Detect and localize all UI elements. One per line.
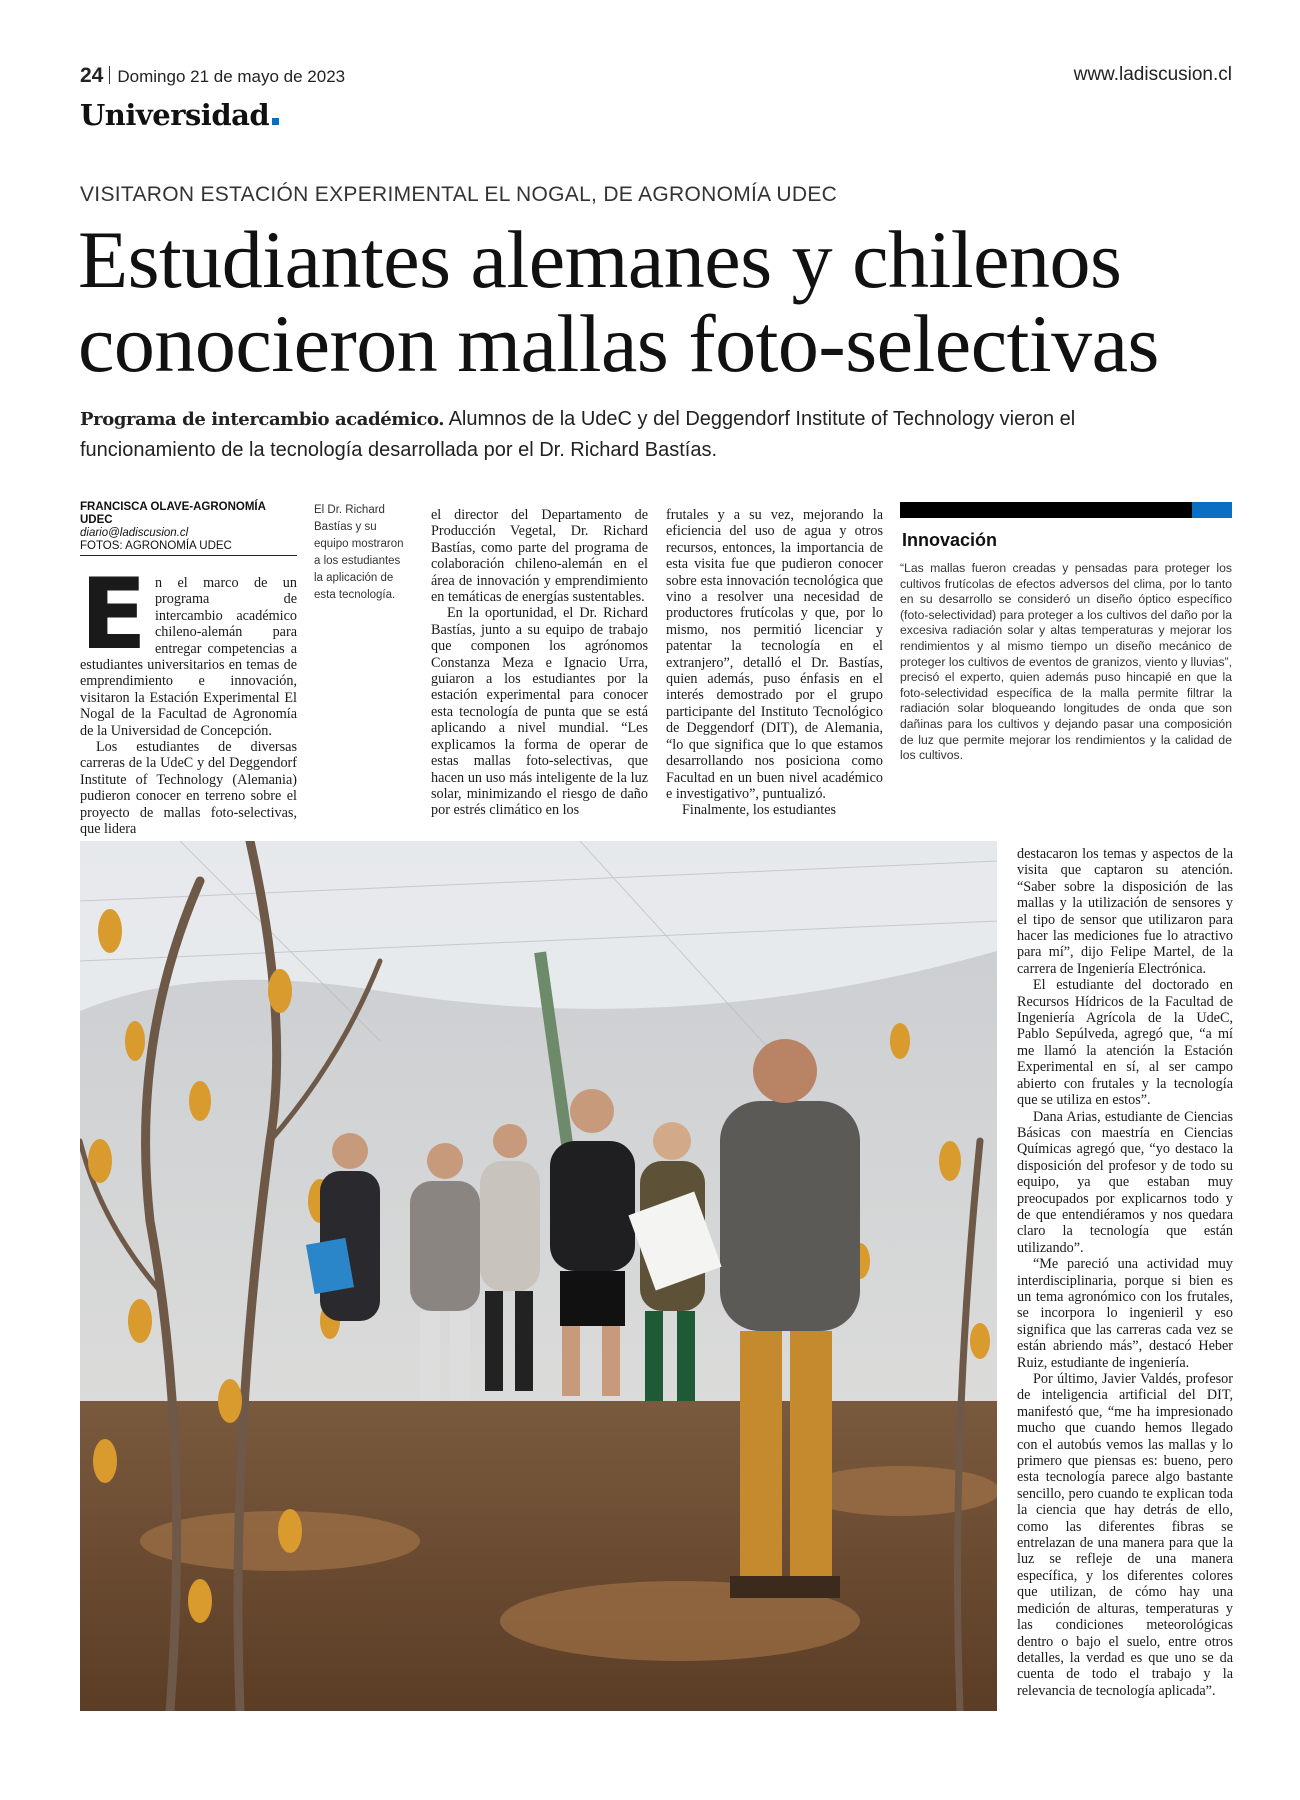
article-photo [80, 841, 997, 1711]
section-label: Universidad [80, 98, 270, 132]
photo-caption: El Dr. Richard Bastías y su equipo mostraron a los estudiantes la aplicación de esta tecnología. [314, 504, 404, 601]
body-column-3 [666, 507, 883, 819]
headline: Estudiantes alemanes y chilenos conocieron mallas foto-selectivas [78, 214, 1159, 389]
drop-cap: E [80, 558, 147, 672]
website-url: www.ladiscusion.cl [1073, 64, 1232, 85]
paragraph: n el marco de un programa de intercambio académico chileno-alemán para entregar competencias a estudiantes universitarios en temas de emprendimiento e innovación, visitaron la Estación Experimental El Nogal de la Facultad de Agronomía de la Universidad de Concepción. [80, 575, 297, 739]
photo-credit: FOTOS: AGRONOMÍA UDEC [80, 540, 232, 552]
author: FRANCISCA OLAVE-AGRONOMÍA UDEC [80, 501, 266, 526]
sidebar-box [900, 502, 1232, 764]
paragraph: En la oportunidad, el Dr. Richard Bastías, junto a su equipo de trabajo que componen los agrónomos Constanza Meza e Ignacio Urra, guiaron a los estudiantes por la estación experimental para conocer esta tecnología de punta que se está aplicando a nivel mundial. “Les explicamos la forma de operar de estas mallas foto-selectivas, que hacen un uso más inteligente de la luz solar, minimizando el riesgo de daño por estrés climático en los [431, 605, 648, 819]
page-number: 24 [80, 64, 104, 87]
issue-date: Domingo 21 de mayo de 2023 [117, 67, 346, 86]
divider [109, 66, 110, 84]
photo-scene [80, 841, 997, 1711]
author-email: diario@ladiscusion.cl [80, 527, 189, 539]
paragraph: Finalmente, los estudiantes [682, 802, 837, 819]
section-title [80, 98, 279, 132]
body-column-4 [1017, 846, 1233, 1699]
kicker: VISITARON ESTACIÓN EXPERIMENTAL EL NOGAL, DE AGRONOMÍA UDEC [80, 183, 838, 206]
paragraph: Dana Arias, estudiante de Ciencias Básicas con maestría en Ciencias Químicas agregó que, “yo destaco la disposición del profesor y de todo su equipo, ya que estaban muy preocupados por explicarnos todo y de que entendiéramos y nos quedara claro la tecnología que están utilizando”. [1017, 1108, 1233, 1256]
deck-lead: Programa de intercambio académico. [80, 409, 445, 430]
body-column-1 [80, 558, 297, 838]
deck [80, 404, 1160, 465]
paragraph: Por último, Javier Valdés, profesor de inteligencia artificial del DIT, manifestó que, “me ha impresionado mucho que cuando hemos llegado con el autobús vemos las mallas y lo primero que piensas es: bueno, pero esta tecnología parece algo bastante sencillo, pero cuando te explican toda la ciencia que hay detrás de ello, como las diferentes fibras se entrelazan de una manera para que la luz se refleje de una manera específica, y los diferentes colores que utilizan, de cómo hay una medición de alturas, temperaturas y las condiciones meteorológicas dentro o bajo el suelo, entre otros detalles, la verdad es que uno se da cuenta de todo el trabajo y la relevancia de tecnología aplicada”. [1017, 1371, 1233, 1699]
paragraph: destacaron los temas y aspectos de la visita que captaron su atención. “Saber sobre la disposición de las mallas y la utilización de sensores y el tipo de sensor que utilizaron para hacer las mediciones fue lo atractivo para mí”, dijo Felipe Martel, de la carrera de Ingeniería Electrónica. [1017, 846, 1233, 977]
page-header-left [80, 64, 345, 88]
sidebar-title: Innovación [902, 530, 998, 550]
sidebar-text: “Las mallas fueron creadas y pensadas para proteger los cultivos frutícolas de efectos adversos del clima, por lo tanto en su desarrollo se consideró un diseño óptico específico (foto-selectividad) para proteger a los cultivos del daño por la excesiva radiación solar y altas temperaturas y mejorar los rendimientos y al mismo tiempo un diseño mecánico de proteger los cultivos de eventos de granizos, viento y lluvias”, precisó el experto, quien además puso hincapié en que la foto-selectividad específica de la malla permite filtrar la radiación solar bloqueando longitudes de onda que son dañinas para los cultivos y dejando pasar una composición de luz que permite mejorar los rendimientos y la calidad de los cultivos. [900, 561, 1232, 763]
byline [80, 501, 297, 556]
paragraph: el director del Departamento de Producción Vegetal, Dr. Richard Bastías, como parte del programa de colaboración chileno-alemán en el área de innovación y emprendimiento en temáticas de energías sustentables. [431, 507, 648, 606]
deck-text: Alumnos de la UdeC y del Deggendorf Institute of Technology vieron el funcionamiento de la tecnología desarrollada por el Dr. Richard Bastías. [80, 408, 1076, 461]
paragraph: frutales y a su vez, mejorando la eficiencia del uso de agua y otros recursos, entonces, la importancia de esta visita fue que pudieron conocer sobre esta innovación tecnológica que vino a resolver una necesidad de productores frutícolas y que, por lo mismo, nos permitió licenciar y patentar la tecnología en el extranjero”, detalló el Dr. Bastías, quien además, puso énfasis en el interés demostrado por el grupo participante del Instituto Tecnológico de Deggendorf (DIT), de Alemania, “lo que significa que lo que estamos desarrollando nos posiciona como Facultad en un buen nivel académico e investigativo”, puntualizó. [666, 507, 883, 802]
paragraph: Los estudiantes de diversas carreras de la UdeC y del Deggendorf Institute of Technology (Alemania) pudieron conocer en terreno sobre el proyecto de mallas foto-selectivas, que lidera [80, 739, 297, 838]
sidebar-bar [900, 502, 1232, 518]
accent-dot [272, 118, 279, 125]
paragraph: “Me pareció una actividad muy interdisciplinaria, porque si bien es un tema agronómico con los frutales, se incorpora lo ingenieril y eso significa que las carreras cada vez se están abriendo más”, destacó Heber Ruiz, estudiante de ingeniería. [1017, 1256, 1233, 1371]
paragraph: El estudiante del doctorado en Recursos Hídricos de la Facultad de Ingeniería Agrícola de la UdeC, Pablo Sepúlveda, agregó que, “a mí me llamó la atención la Estación Experimental en sí, al ser campo abierto con frutales y la tecnología que se utiliza en estos”. [1017, 977, 1233, 1109]
body-column-2 [431, 507, 648, 819]
